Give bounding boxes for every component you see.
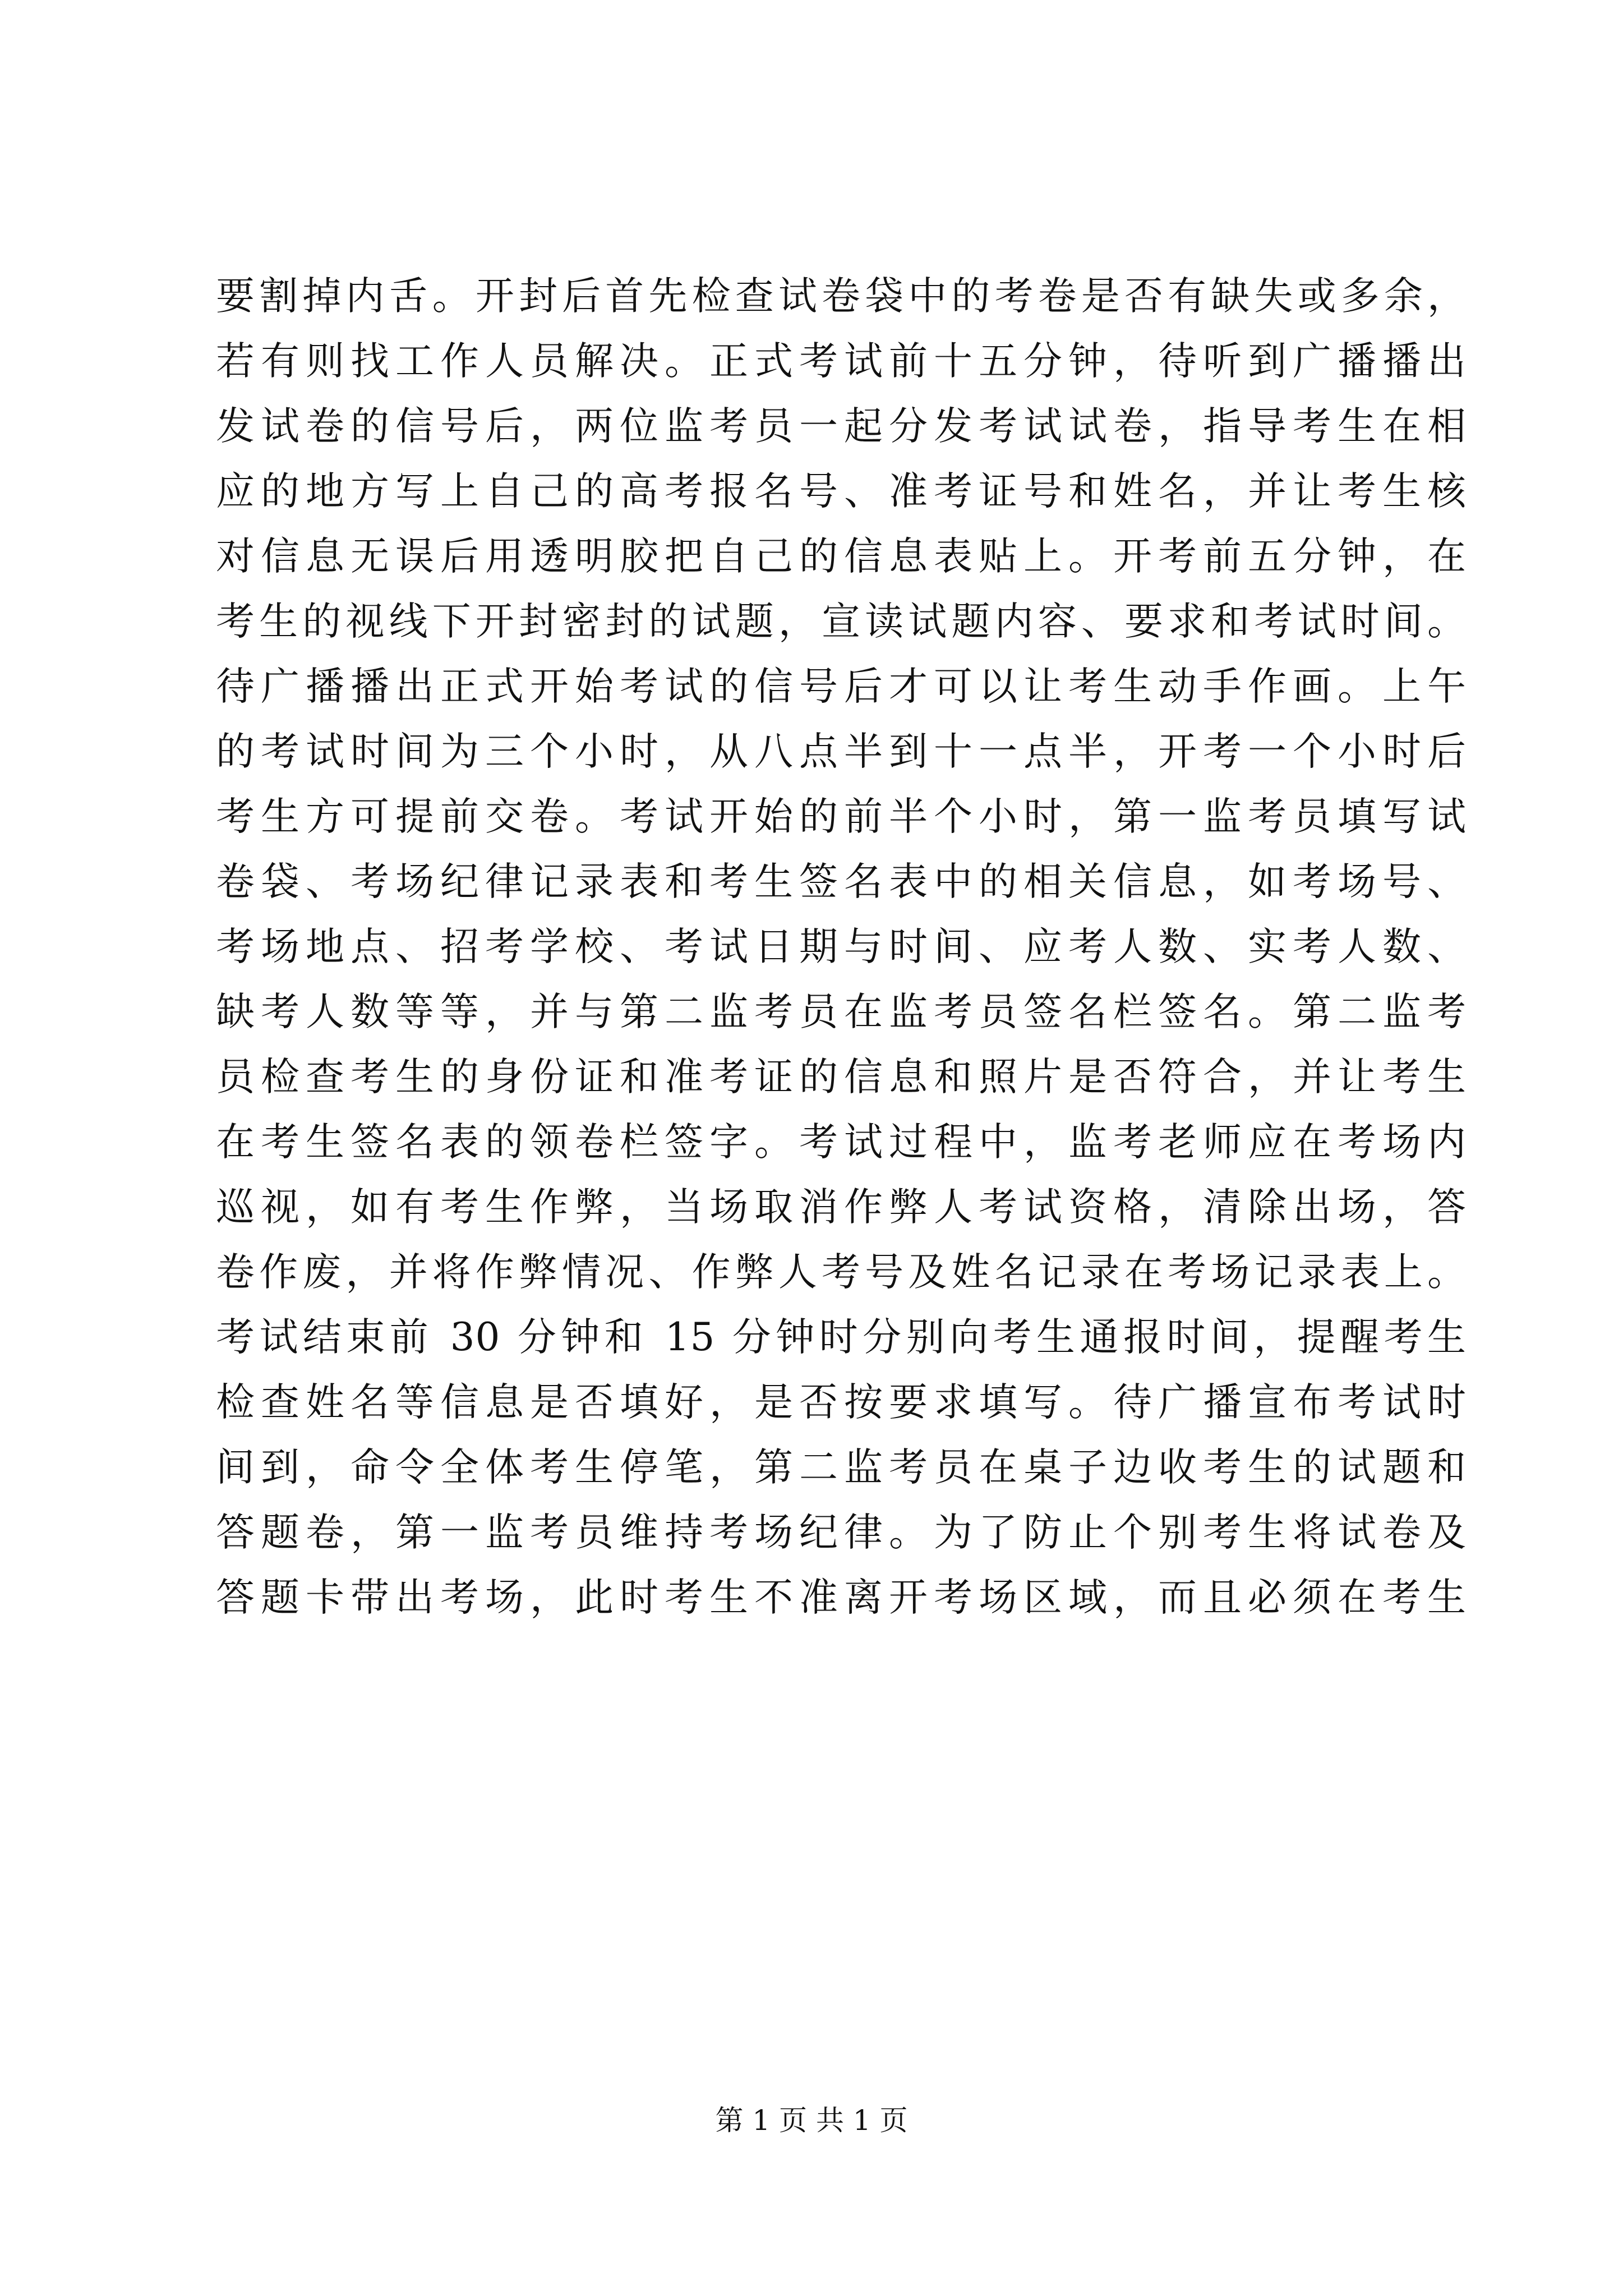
page-footer: 第 1 页 共 1 页: [715, 2104, 908, 2137]
text-line: 考生的视线下开封密封的试题，宣读试题内容、要求和考试时间。: [216, 599, 1467, 644]
text-line: 员检查考生的身份证和准考证的信息和照片是否符合，并让考生: [216, 1055, 1467, 1099]
text-line: 缺考人数等等，并与第二监考员在监考员签名栏签名。第二监考: [216, 990, 1467, 1034]
text-line: 间到，命令全体考生停笔，第二监考员在桌子边收考生的试题和: [216, 1445, 1467, 1490]
text-line: 若有则找工作人员解决。正式考试前十五分钟，待听到广播播出: [216, 339, 1467, 384]
text-line: 应的地方写上自己的高考报名号、准考证号和姓名，并让考生核: [216, 469, 1467, 514]
text-line: 卷作废，并将作弊情况、作弊人考号及姓名记录在考场记录表上。: [216, 1250, 1467, 1295]
text-line: 考生方可提前交卷。考试开始的前半个小时，第一监考员填写试: [216, 794, 1467, 839]
text-line: 在考生签名表的领卷栏签字。考试过程中，监考老师应在考场内: [216, 1120, 1467, 1165]
text-line: 发试卷的信号后，两位监考员一起分发考试试卷，指导考生在相: [216, 404, 1467, 449]
text-line: 的考试时间为三个小时，从八点半到十一点半，开考一个小时后: [216, 729, 1467, 774]
text-line: 卷袋、考场纪律记录表和考生签名表中的相关信息，如考场号、: [216, 859, 1467, 904]
text-line: 要割掉内舌。开封后首先检查试卷袋中的考卷是否有缺失或多余，: [216, 274, 1467, 319]
body-text: [216, 264, 1467, 1630]
text-line: 答题卡带出考场，此时考生不准离开考场区域，而且必须在考生: [216, 1575, 1467, 1620]
text-line: 考试结束前 30 分钟和 15 分钟时分别向考生通报时间，提醒考生: [216, 1315, 1467, 1360]
text-line: 对信息无误后用透明胶把自己的信息表贴上。开考前五分钟，在: [216, 534, 1467, 579]
text-line: 待广播播出正式开始考试的信号后才可以让考生动手作画。上午: [216, 664, 1467, 709]
text-line: 巡视，如有考生作弊，当场取消作弊人考试资格，清除出场，答: [216, 1185, 1467, 1230]
text-line: 考场地点、招考学校、考试日期与时间、应考人数、实考人数、: [216, 924, 1467, 969]
text-line: 答题卷，第一监考员维持考场纪律。为了防止个别考生将试卷及: [216, 1510, 1467, 1555]
text-line: 检查姓名等信息是否填好，是否按要求填写。待广播宣布考试时: [216, 1380, 1467, 1425]
